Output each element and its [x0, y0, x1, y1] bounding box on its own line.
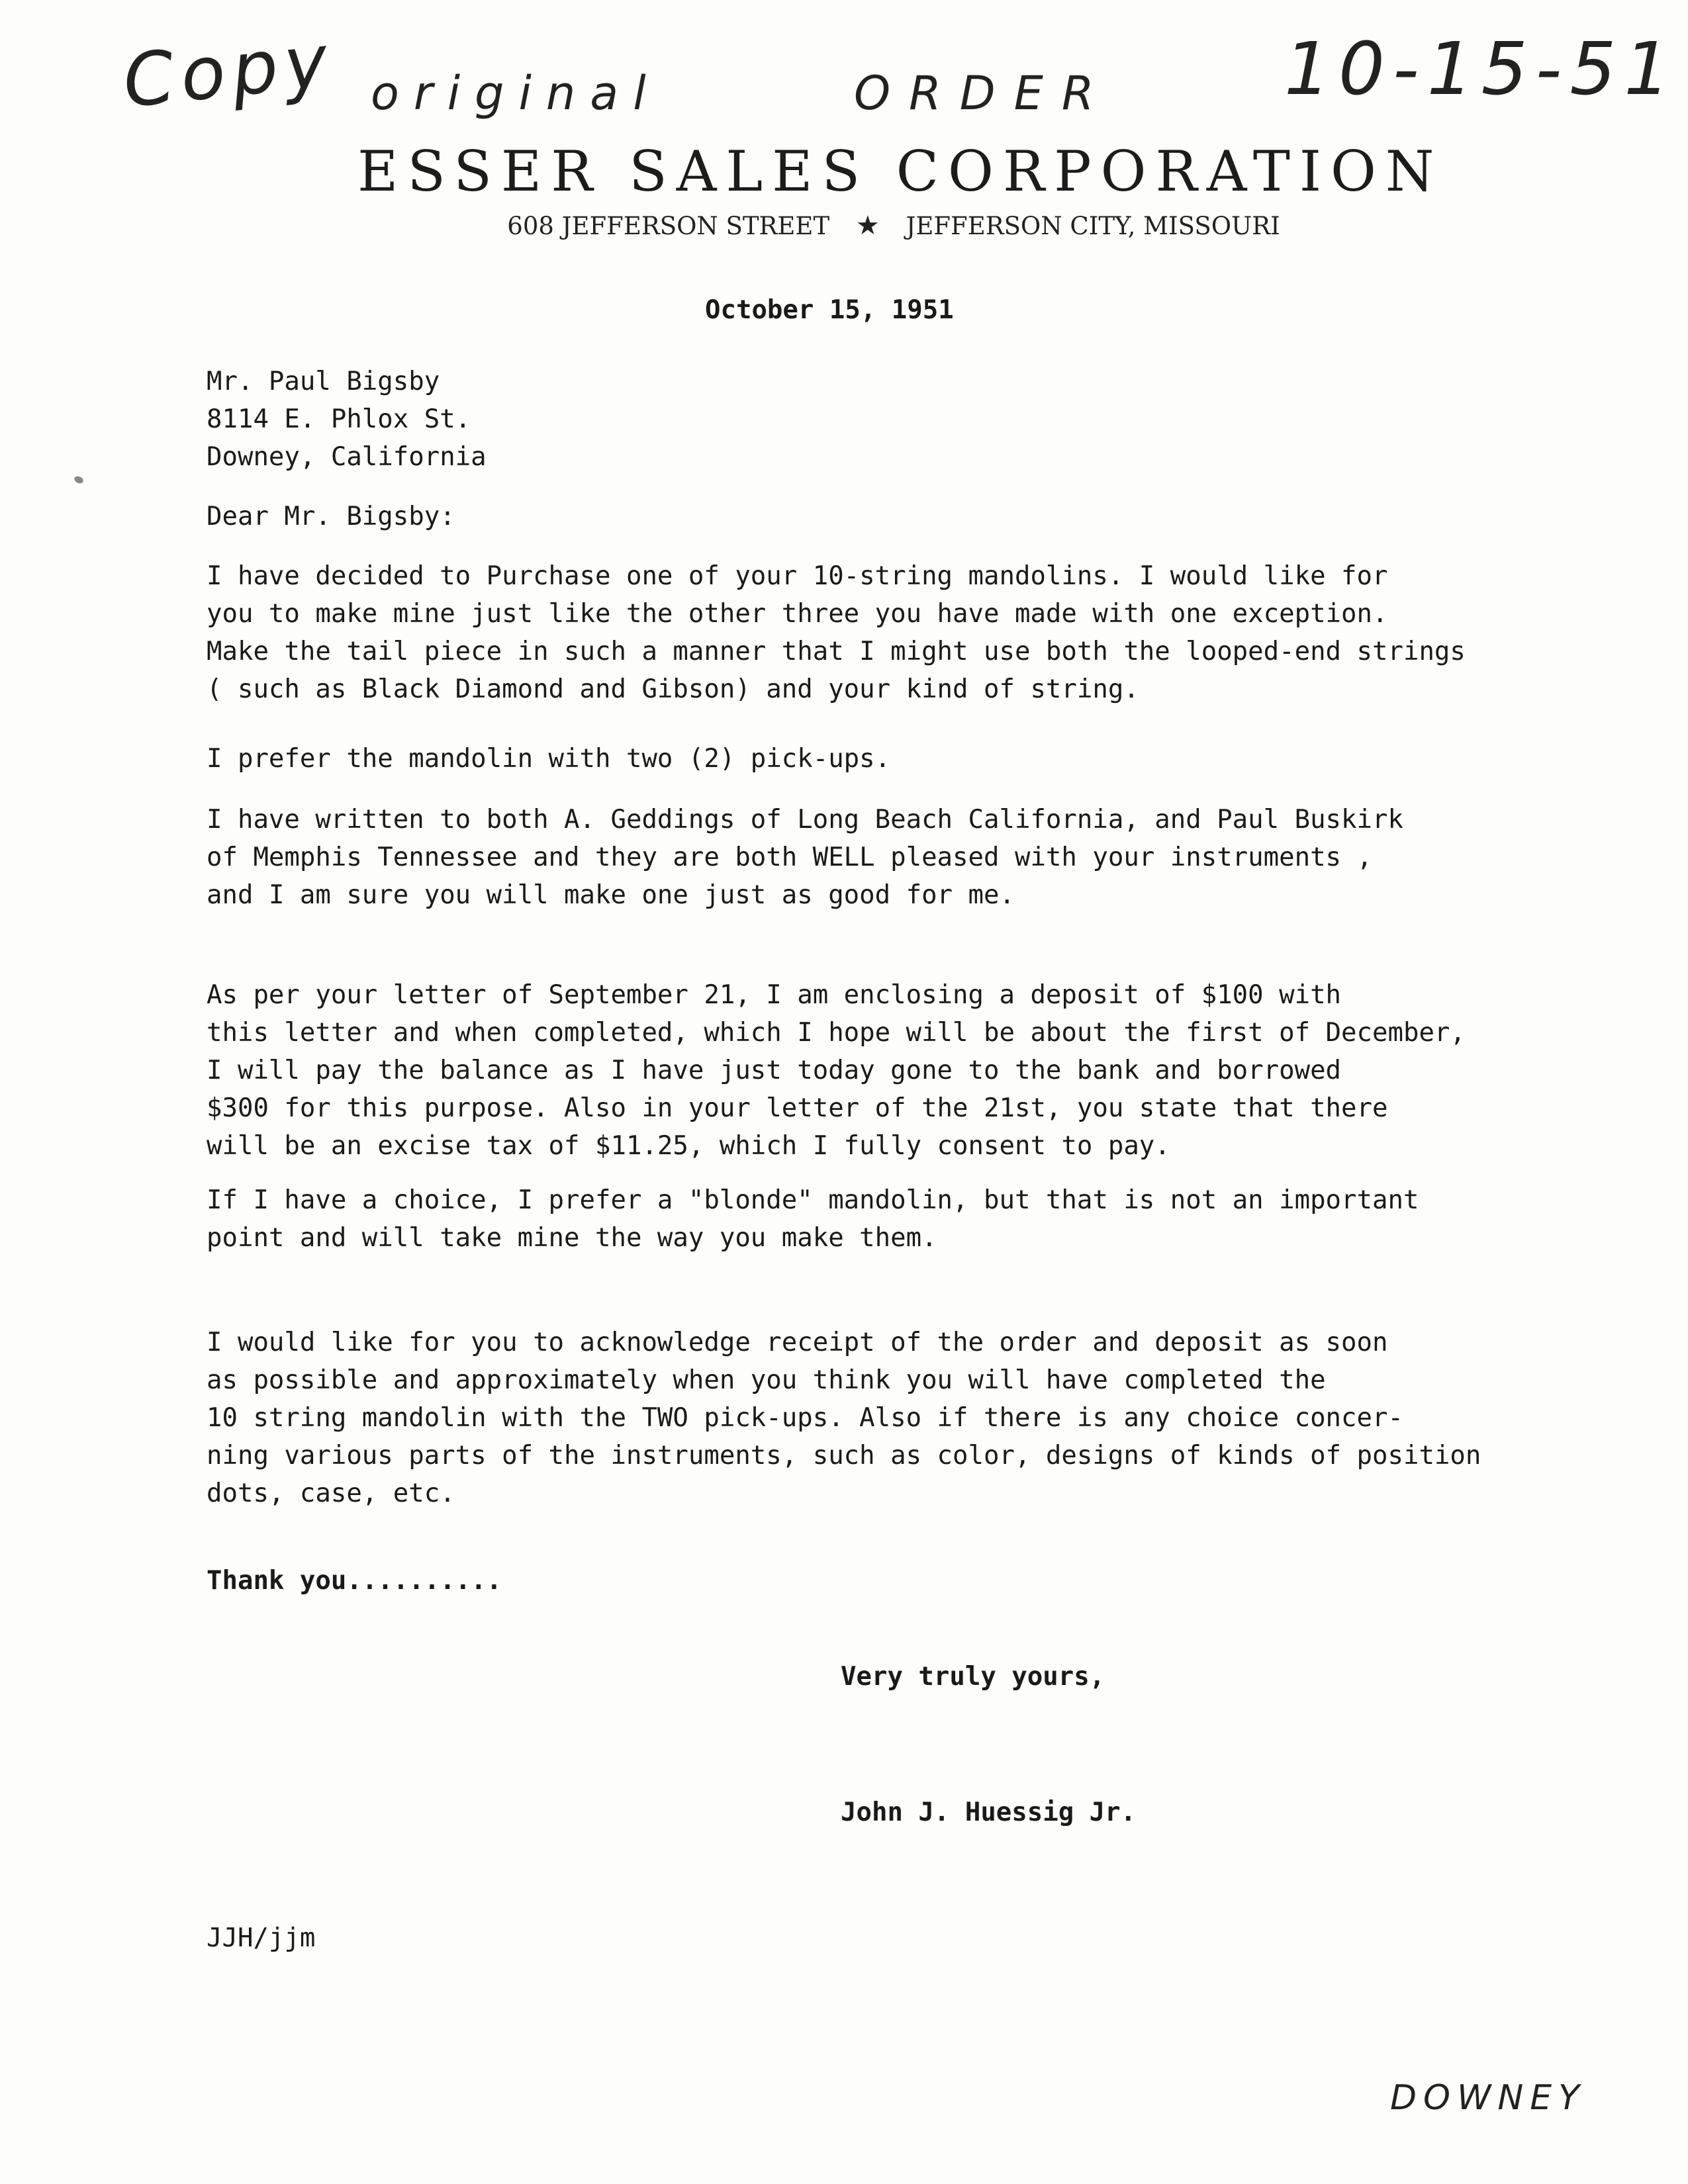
paragraph-line: will be an excise tax of $11.25, which I fully consent to pay. [207, 1131, 1170, 1161]
handwritten-downey-note: DOWNEY [1390, 2078, 1586, 2118]
paragraph-references [207, 801, 1403, 914]
paragraph-acknowledge [207, 1324, 1481, 1512]
letterhead-city: JEFFERSON CITY, MISSOURI [906, 212, 1280, 240]
handwritten-date: 10-15-51 [1284, 26, 1679, 111]
handwritten-copy-note: Copy [119, 17, 338, 124]
paper-smudge [73, 475, 85, 485]
paragraph-line: I prefer the mandolin with two (2) pick-ups. [207, 744, 891, 774]
paragraph-line: ning various parts of the instruments, such as color, designs of kinds of position [207, 1441, 1481, 1471]
paragraph-line: dots, case, etc. [207, 1479, 455, 1508]
paragraph-line: you to make mine just like the other three you have made with one exception. [207, 599, 1388, 629]
letterhead-street: 608 JEFFERSON STREET [507, 212, 830, 240]
recipient-address [207, 363, 487, 476]
paragraph-purchase [207, 557, 1466, 708]
letter-date: October 15, 1951 [705, 295, 954, 325]
paragraph-line: ( such as Black Diamond and Gibson) and your kind of string. [207, 674, 1139, 704]
paragraph-line: If I have a choice, I prefer a "blonde" mandolin, but that is not an important [207, 1185, 1419, 1215]
paragraph-line: As per your letter of September 21, I am enclosing a deposit of $100 with [207, 980, 1342, 1010]
paragraph-line: of Memphis Tennessee and they are both WELL pleased with your instruments , [207, 842, 1372, 872]
closing: Very truly yours, [841, 1662, 1105, 1692]
paragraph-pickups [207, 740, 890, 778]
paragraph-line: Make the tail piece in such a manner that I might use both the looped-end strings [207, 637, 1466, 666]
recipient-name: Mr. Paul Bigsby [207, 367, 440, 396]
paragraph-line: I have decided to Purchase one of your 10-string mandolins. I would like for [207, 561, 1388, 591]
paragraph-line: as possible and approximately when you think you will have completed the [207, 1365, 1326, 1395]
letterhead-company-name: ESSER SALES CORPORATION [357, 139, 1444, 204]
paragraph-line: $300 for this purpose. Also in your letter of the 21st, you state that there [207, 1093, 1388, 1123]
paragraph-line: I have written to both A. Geddings of Long Beach California, and Paul Buskirk [207, 805, 1403, 835]
paragraph-line: and I am sure you will make one just as good for me. [207, 880, 1015, 910]
typist-initials: JJH/jjm [207, 1923, 316, 1953]
salutation: Dear Mr. Bigsby: [207, 502, 455, 531]
paragraph-line: 10 string mandolin with the TWO pick-ups. Also if there is any choice concer- [207, 1403, 1403, 1433]
handwritten-order-note: ORDER [854, 66, 1113, 120]
paragraph-deposit [207, 976, 1466, 1165]
paragraph-line: I would like for you to acknowledge receipt of the order and deposit as soon [207, 1328, 1388, 1357]
signer-name: John J. Huessig Jr. [841, 1797, 1137, 1827]
paragraph-line: this letter and when completed, which I hope will be about the first of December, [207, 1018, 1466, 1048]
recipient-street: 8114 E. Phlox St. [207, 404, 471, 434]
recipient-city: Downey, California [207, 442, 487, 472]
paragraph-color-choice [207, 1181, 1419, 1257]
paragraph-line: I will pay the balance as I have just today gone to the bank and borrowed [207, 1056, 1342, 1085]
thank-you-line: Thank you.......... [207, 1566, 502, 1596]
handwritten-original-note: original [371, 66, 661, 120]
paragraph-line: point and will take mine the way you make them. [207, 1223, 937, 1253]
star-icon: ★ [855, 210, 880, 241]
letterhead-address [463, 210, 1324, 241]
